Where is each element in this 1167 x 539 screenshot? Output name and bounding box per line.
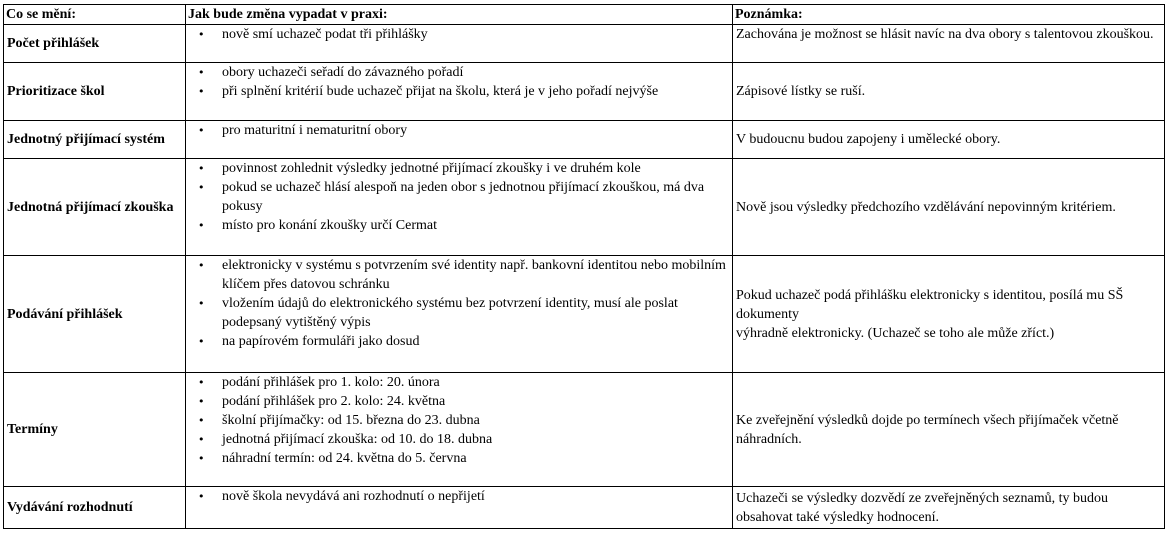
row-title: Termíny	[4, 373, 186, 487]
row-details	[186, 487, 733, 529]
row-details	[186, 373, 733, 487]
table-row	[4, 256, 1165, 373]
note-text: Uchazeči se výsledky dozvědí ze zveřejněných seznamů, ty budou obsahovat také výsledky hodnocení.	[736, 490, 1109, 525]
list-item: • jednotná přijímací zkouška: od 10. do 18. dubna	[222, 430, 730, 449]
list-item: • místo pro konání zkoušky určí Cermat	[222, 216, 730, 235]
header-in-practice: Jak bude změna vypadat v praxi:	[186, 5, 733, 25]
row-title: Podávání přihlášek	[4, 256, 186, 373]
list-item: • vložením údajů do elektronického systému bez potvrzení identity, musí ale poslat podepsaný vytištěný výpis	[222, 294, 730, 332]
row-title: Počet přihlášek	[4, 25, 186, 63]
bullet-list	[194, 159, 730, 235]
bullet-list	[194, 121, 730, 140]
row-title: Prioritizace škol	[4, 63, 186, 121]
row-title: Jednotná přijímací zkouška	[4, 159, 186, 256]
row-note	[733, 121, 1165, 159]
row-note	[733, 159, 1165, 256]
row-note	[733, 63, 1165, 121]
header-note: Poznámka:	[733, 5, 1165, 25]
bullet-list	[194, 373, 730, 468]
row-details	[186, 25, 733, 63]
list-item: • povinnost zohlednit výsledky jednotné přijímací zkoušky i ve druhém kole	[222, 159, 730, 178]
row-details	[186, 63, 733, 121]
list-item: • při splnění kritérií bude uchazeč přijat na školu, která je v jeho pořadí nejvýše	[222, 82, 730, 101]
row-note	[733, 256, 1165, 373]
note-text: Pokud uchazeč podá přihlášku elektronicky s identitou, posílá mu SŠ dokumenty	[736, 287, 1124, 322]
row-title: Vydávání rozhodnutí	[4, 487, 186, 529]
list-item: • pokud se uchazeč hlásí alespoň na jeden obor s jednotnou přijímací zkouškou, má dva pokusy	[222, 178, 730, 216]
list-item: • nově smí uchazeč podat tři přihlášky	[222, 25, 730, 44]
list-item: • školní přijímačky: od 15. března do 23. dubna	[222, 411, 730, 430]
bullet-list	[194, 256, 730, 351]
row-note	[733, 487, 1165, 529]
list-item: • elektronicky v systému s potvrzením své identity např. bankovní identitou nebo mobilním klíčem přes datovou schránku	[222, 256, 730, 294]
row-title: Jednotný přijímací systém	[4, 121, 186, 159]
list-item: • podání přihlášek pro 1. kolo: 20. února	[222, 373, 730, 392]
table-row	[4, 159, 1165, 256]
note-text: Nově jsou výsledky předchozího vzdělávání nepovinným kritériem.	[736, 199, 1116, 215]
list-item: • na papírovém formuláři jako dosud	[222, 332, 730, 351]
table-row	[4, 25, 1165, 63]
header-what-changes: Co se mění:	[4, 5, 186, 25]
note-text: Ke zveřejnění výsledků dojde po termínech všech přijímaček včetně náhradních.	[736, 412, 1119, 447]
list-item: • náhradní termín: od 24. května do 5. června	[222, 449, 730, 468]
row-details	[186, 159, 733, 256]
bullet-list	[194, 63, 730, 101]
row-details	[186, 256, 733, 373]
note-text: V budoucnu budou zapojeny i umělecké obory.	[736, 132, 1001, 147]
table-row	[4, 487, 1165, 529]
table-row	[4, 63, 1165, 121]
table-row	[4, 121, 1165, 159]
table-header-row	[4, 5, 1165, 25]
list-item: • nově škola nevydává ani rozhodnutí o nepřijetí	[222, 487, 730, 506]
row-note	[733, 25, 1165, 63]
bullet-list	[194, 487, 730, 506]
list-item: • podání přihlášek pro 2. kolo: 24. května	[222, 392, 730, 411]
note-text: Zápisové lístky se ruší.	[736, 84, 866, 99]
bullet-list	[194, 25, 730, 44]
list-item: • pro maturitní i nematuritní obory	[222, 121, 730, 140]
table-row	[4, 373, 1165, 487]
changes-table	[3, 4, 1165, 529]
row-details	[186, 121, 733, 159]
row-note	[733, 373, 1165, 487]
list-item: • obory uchazeči seřadí do závazného pořadí	[222, 63, 730, 82]
note-text: Zachována je možnost se hlásit navíc na dva obory s talentovou zkouškou.	[736, 27, 1154, 42]
note-text: výhradně elektronicky. (Uchazeč se toho ale může zříct.)	[736, 325, 1055, 341]
